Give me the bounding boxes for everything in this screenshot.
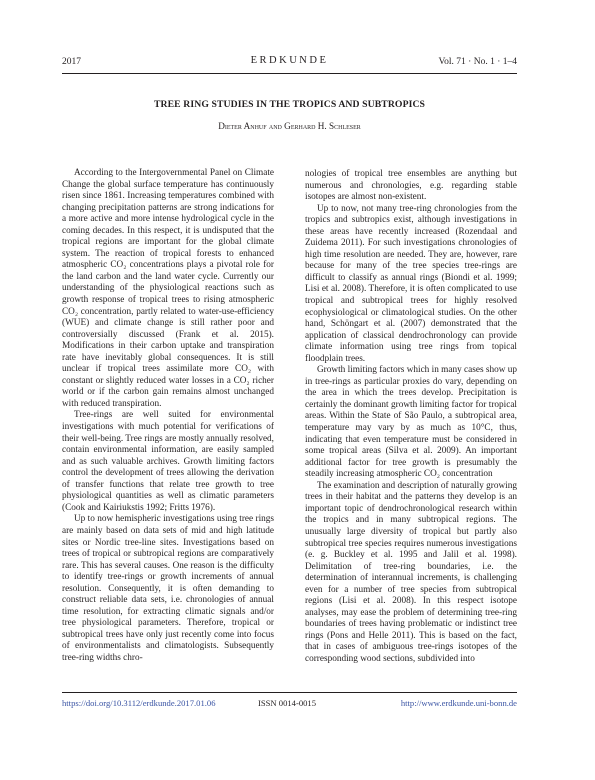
paragraph: According to the Intergovernmental Panel on Climate Change the global surface temperature has continuously risen since 1861. Increasing temperatures combined with changing precipitation patterns are strong indications for a more active and more intense hydrological cycle in the coming decades. In this respect, it is undisputed that the tropical regions are important for the global climate system. The reaction of tropical forests to enhanced atmospheric CO₂ concentrations plays a pivotal role for the land carbon and the land water cycle. Currently our understanding of the physiological reactions such as growth response of tropical trees to rising atmospheric CO₂ concentration, partly related to water-use-efficiency (WUE) and climate change is still rather poor and controversially discussed (Frank et al. 2015). Modifications in their carbon uptake and transpiration rate have inevitably global consequences. It is still unclear if tropical trees assimilate more CO₂ with constant or slightly reduced water losses in a CO₂ richer world or if the carbon gain remains almost unchanged with reduced transpiration. bbox=[62, 168, 274, 409]
paragraph: Tree-rings are well suited for environmental investigations with much potential for verifications of their well-being. Tree rings are mostly annually resolved, contain environmental information, are easily sampled and as such valuable archives. Growth limiting factors control the development of trees allowing the derivation of transfer functions that relate tree growth to tree physiological quantities as well as climatic parameters (Cook and Kairiukstis 1992; Fritts 1976). bbox=[62, 410, 274, 513]
header-rule bbox=[62, 73, 517, 74]
right-column bbox=[305, 169, 517, 666]
volume-info: Vol. 71 · No. 1 · 1–4 bbox=[438, 57, 517, 67]
paragraph: The examination and description of naturally growing trees in their habitat and the patterns they develop is an important topic of dendrochronological research within the tropics and in many subtropical regions. The unusually large diversity of tropical but partly also subtropical tree species requires numerous investigations (e. g. Buckley et al. 1995 and Jalil et al. 1998). Delimitation of tree-ring boundaries, i.e. the determination of interannual increments, is challenging even for a number of tree species from subtropical regions (Lisi et al. 2008). In this respect isotope analyses, may ease the problem of determining tree-ring boundaries of trees having problematic or indistinct tree rings (Pons and Helle 2011). This is based on the fact, that in cases of ambiguous tree-rings isotopes of the corresponding wood sections, subdivided into bbox=[305, 480, 517, 664]
doi-link[interactable]: https://doi.org/10.3112/erdkunde.2017.01.06 bbox=[62, 698, 216, 708]
page-footer bbox=[62, 697, 517, 709]
journal-url-link[interactable]: http://www.erdkunde.uni-bonn.de bbox=[400, 698, 517, 708]
left-column bbox=[62, 168, 274, 665]
article-title: TREE RING STUDIES IN THE TROPICS AND SUBTROPICS bbox=[153, 99, 426, 110]
journal-name: ERDKUNDE bbox=[250, 55, 329, 66]
page-header bbox=[62, 55, 517, 69]
paragraph: Up to now, not many tree-ring chronologies from the tropics and subtropics exist, although investigations in these areas have recently increased (Rozendaal and Zuidema 2011). For such investigations chronologies of high time resolution are needed. They are, however, rare because for many of the tree species tree-rings are difficult to classify as annual rings (Biondi et al. 1999; Lisi et al. 2008). Therefore, it is often complicated to use tropical and subtropical trees for highly resolved ecophysiological or climatological studies. On the other hand, Schöngart et al. (2007) demonstrated that the application of classical dendrochronology can provide climate information using tree rings from topical floodplain trees. bbox=[305, 203, 517, 364]
issn: ISSN 0014-0015 bbox=[258, 698, 317, 708]
paragraph: nologies of tropical tree ensembles are anything but numerous and chronologies, e.g. regarding stable isotopes are almost non-existent. bbox=[305, 169, 517, 203]
paragraph: Growth limiting factors which in many cases show up in tree-rings as particular proxies do vary, depending on the area in which the trees develop. Precipitation is certainly the dominant growth limiting factor for tropical areas. Within the State of São Paulo, a subtropical area, temperature may vary by as much as 10°C, thus, indicating that even temperature must be considered in some tropical areas (Silva et al. 2009). An important additional factor for tree growth is presumably the steadily increasing atmospheric CO₂ concentration bbox=[305, 365, 517, 480]
year: 2017 bbox=[62, 57, 81, 67]
paragraph: Up to now hemispheric investigations using tree rings are mainly based on data sets of mid and high latitude sites or Nordic tree-line sites. Investigations based on trees of tropical or subtropical regions are comparatively rare. This has several causes. One reason is the difficulty to identify tree-rings or growth increments of annual resolution. Consequently, it is often demanding to construct reliable data sets, i.e. chronologies of annual time resolution, for extracting climatic signals and/or tree physiological parameters. Therefore, tropical or subtropical trees have only just recently come into focus of environmentalists and climatologists. Subsequently tree-ring widths chro- bbox=[62, 514, 274, 663]
article-authors: Dieter Anhuf and Gerhard H. Schleser bbox=[218, 121, 361, 131]
footer-rule bbox=[62, 692, 517, 693]
